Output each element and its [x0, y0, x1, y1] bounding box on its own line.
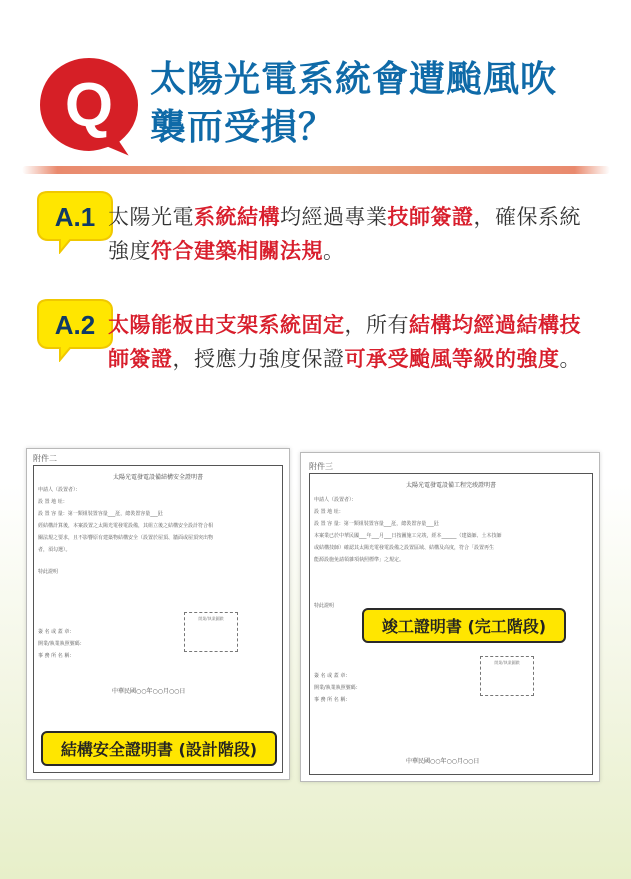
- a2-seg-3: ，授應力強度保證: [172, 347, 345, 371]
- doc2-line-4: 或結構技師）確認其太陽光電發電設備之設置區域、結構及高度，符合「設置再生: [314, 545, 495, 551]
- doc2-line-0: 申請人（設置者）：: [314, 497, 357, 503]
- doc2-line-1: 設 置 地 址：: [314, 509, 344, 515]
- a2-badge-text: A.2: [54, 310, 96, 340]
- a1-seg-6: 。: [323, 239, 345, 263]
- doc1-line-6: 特此證明: [38, 569, 59, 575]
- a2-badge-icon: [30, 298, 114, 362]
- doc2-stamp-box: 開業/執業圖戳: [480, 656, 534, 696]
- answer-1-text: [108, 200, 598, 268]
- a2-seg-1: ，所有: [344, 313, 409, 337]
- doc2-date: 中華民國○○年○○月○○日: [406, 758, 480, 765]
- a2-seg-4: 可承受颱風等級的強度: [344, 347, 560, 371]
- doc1-line-2: 設 置 容 量：第一類組裝置容量___瓩，總裝置容量___瓩: [38, 511, 163, 517]
- doc1-stamp-box: 開業/執業圖戳: [184, 612, 238, 652]
- doc1-line-7: 簽 名 或 蓋 章：: [38, 629, 75, 635]
- doc2-line-7: 簽 名 或 蓋 章：: [314, 673, 351, 679]
- a1-seg-4: ，確保系統強度: [108, 205, 581, 263]
- doc2-line-9: 事 務 所 名 稱：: [314, 697, 351, 703]
- doc1-line-8: 開業/執業執照號碼：: [38, 641, 85, 647]
- doc1-line-4: 關法規之要求，且不影響原有建築物結構安全（設置於屋頂、牆面或屋頂突出物: [38, 535, 214, 541]
- a1-seg-3: 技師簽證: [387, 205, 474, 229]
- structural-safety-certificate: [26, 448, 290, 780]
- q-badge-letter: Q: [64, 71, 114, 140]
- doc2-title: 太陽光電發電設備工程完竣證明書: [405, 482, 496, 489]
- a1-seg-2: 均經過專業: [280, 205, 388, 229]
- answer-2-text: [108, 308, 598, 376]
- a1-seg-0: 太陽光電: [108, 205, 194, 229]
- doc1-line-3: 經結構計算後，本案設置之太陽光電發電設備，其組立後之結構安全設計符合相: [38, 523, 214, 529]
- doc1-date: 中華民國○○年○○月○○日: [112, 688, 186, 695]
- a2-seg-2: 結構均經過結構技師簽證: [108, 313, 581, 371]
- doc1-stage-label: 結構安全證明書 (設計階段): [41, 731, 277, 766]
- a1-seg-5: 符合建築相關法規: [151, 239, 323, 263]
- question-title-line2: 襲而受損？: [150, 107, 336, 148]
- doc2-line-6: 特此證明: [314, 603, 335, 609]
- question-title: [150, 56, 610, 152]
- doc1-line-5: 者，須勾選）。: [38, 547, 71, 553]
- doc2-stage-label: 竣工證明書 (完工階段): [362, 608, 566, 643]
- doc1-line-0: 申請人（設置者）：: [38, 487, 81, 493]
- doc1-line-1: 設 置 地 址：: [38, 499, 68, 505]
- doc1-annex: 附件二: [33, 454, 57, 463]
- doc2-line-3: 本案業已於中華民國___年___月___日按圖施工完竣，經本______（建築師、土木技師: [314, 533, 502, 539]
- doc1-frame: [33, 465, 283, 773]
- divider: [22, 166, 610, 174]
- a1-seg-1: 系統結構: [194, 205, 280, 229]
- doc2-line-2: 設 置 容 量：第一類組裝置容量___瓩，總裝置容量___瓩: [314, 521, 439, 527]
- doc2-line-8: 開業/執業執照號碼：: [314, 685, 361, 691]
- doc2-frame: [309, 473, 593, 775]
- a2-seg-0: 太陽能板由支架系統固定: [108, 313, 345, 337]
- q-badge-icon: [30, 50, 148, 168]
- question-title-line1: 太陽光電系統會遭颱風吹: [150, 59, 558, 100]
- completion-certificate: [300, 452, 600, 782]
- a1-badge-text: A.1: [54, 202, 96, 232]
- doc1-line-9: 事 務 所 名 稱：: [38, 653, 75, 659]
- a2-seg-5: 。: [559, 347, 581, 371]
- doc2-annex: 附件三: [309, 462, 333, 471]
- a1-badge-icon: [30, 190, 114, 254]
- doc2-line-5: 能源設施免請領雜項執照標準」之規定。: [314, 557, 405, 563]
- doc1-title: 太陽光電發電設備結構安全證明書: [112, 474, 203, 481]
